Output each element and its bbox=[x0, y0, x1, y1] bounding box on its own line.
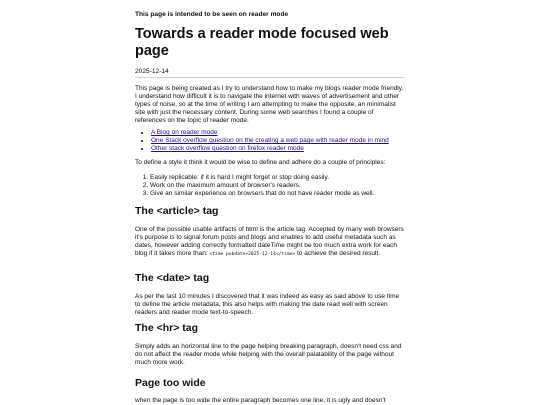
reference-link[interactable]: Other stack overflow question on firefox reader mode bbox=[151, 145, 304, 152]
section-heading-wide: Page too wide bbox=[135, 377, 206, 389]
reference-link-item bbox=[151, 129, 421, 137]
principle-item: 1. Easily replicable: if it is hard I might forget or stop doing easily. bbox=[150, 174, 420, 182]
date-paragraph: As per the last 10 minutes I discovered that it was indeed as easy as said above to use time to define the article metadata, this also helps with making the date read well with screen readers and reader mode text-to-speech. bbox=[135, 293, 400, 316]
page-title: Towards a reader mode focused web page bbox=[135, 26, 389, 59]
time-code-sample: <time pubdate>2025-12-14</time> bbox=[209, 252, 296, 257]
reference-links bbox=[135, 129, 421, 153]
reader-mode-notice: This page is intended to be seen on reader mode bbox=[135, 11, 289, 18]
article-text: One of the possible usable artifacts of html is the article tag. Accepted by many web browsers it's purpose is to signal forum posts and blogs and enables to add useful metadata such as dates, however adding correctly formatted dateTime might be too much extra work for each blog if it takes more than: bbox=[135, 226, 404, 257]
principle-item: 2. Work on the maximum amount of browser's readers. bbox=[150, 182, 420, 190]
article-text-end: to achieve the desired result. bbox=[295, 250, 381, 257]
hr-paragraph: Simply adds an horizontal line to the page helping breaking paragraph, doesn't need css and do not affect the reader mode while helping with the overall palatability of the page without much more work. bbox=[135, 343, 402, 366]
reference-link-item bbox=[151, 137, 421, 145]
wide-paragraph: when the page is too wide the entire paragraph becomes one line, it is ugly and doesn't bbox=[135, 397, 386, 404]
section-heading-hr: The <hr> tag bbox=[135, 322, 199, 334]
article-paragraph bbox=[135, 226, 405, 259]
principles-intro: To define a style it think it would be wise to define and adhere do a couple of principles: bbox=[135, 159, 386, 166]
section-heading-date: The <date> tag bbox=[135, 272, 210, 284]
reference-link[interactable]: One Stack overflow question on the creating a web page with reader mode in mind bbox=[151, 137, 389, 144]
section-heading-article: The <article> tag bbox=[135, 205, 219, 217]
reference-link[interactable]: A Blog on reader mode bbox=[151, 129, 218, 136]
intro-paragraph: This page is being created as I try to understand how to make my blogs reader mode friendly. I understand how difficult it is to navigate the internet with waves of advertisement and other types of noise, so at the time of writing I am attempting to make the opposite, an minimalist site with just the necessary content. During some web searches I found a couple of references on the topic of reader mode. bbox=[135, 85, 404, 124]
reference-link-item bbox=[151, 145, 421, 153]
principle-item: 3. Give an similar experience on browsers that do not have reader mode as well. bbox=[150, 190, 420, 198]
publish-date: 2025-12-14 bbox=[135, 68, 169, 75]
horizontal-rule bbox=[135, 77, 405, 78]
principles-list bbox=[135, 174, 420, 198]
